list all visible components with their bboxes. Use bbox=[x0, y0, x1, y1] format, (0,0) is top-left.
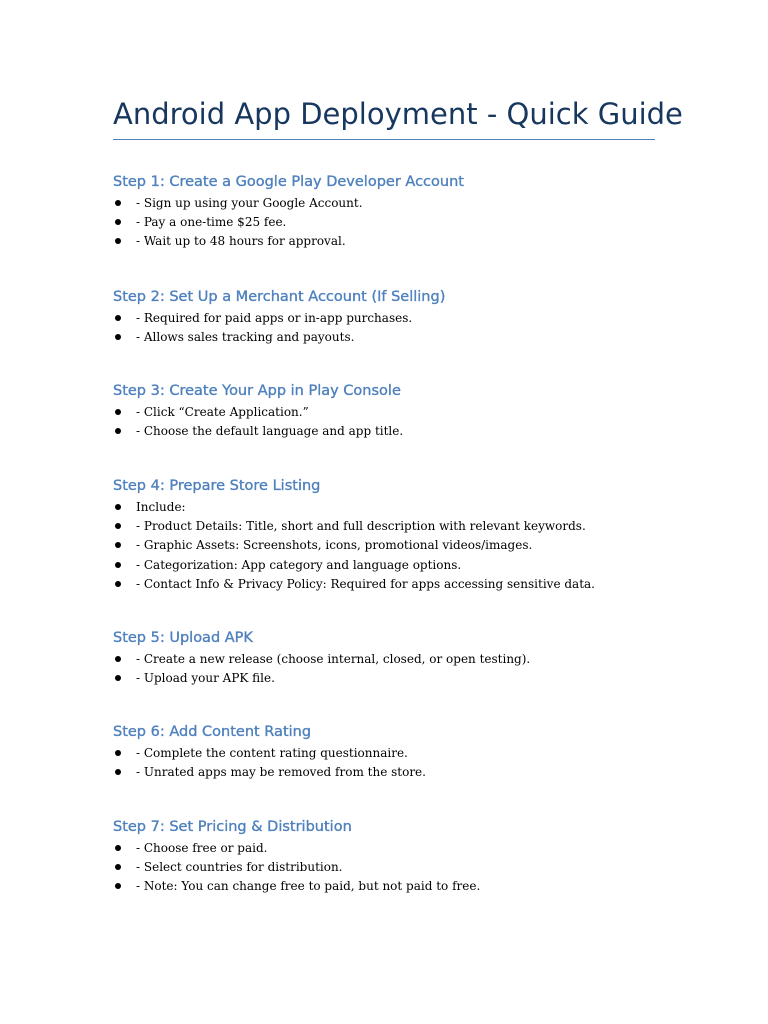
bullet-icon bbox=[115, 504, 121, 510]
list-item-text: - Required for paid apps or in-app purchases. bbox=[136, 311, 413, 325]
list-item bbox=[113, 403, 673, 422]
bullet-icon bbox=[115, 675, 121, 681]
section-step-3 bbox=[113, 381, 673, 441]
bullet-icon bbox=[115, 864, 121, 870]
list-item bbox=[113, 744, 673, 763]
bullet-icon bbox=[115, 219, 121, 225]
list-item bbox=[113, 517, 673, 536]
bullet-icon bbox=[115, 542, 121, 548]
bullet-list bbox=[113, 403, 673, 441]
section-heading: Step 1: Create a Google Play Developer Account bbox=[113, 174, 464, 190]
list-item bbox=[113, 536, 673, 555]
bullet-list bbox=[113, 650, 673, 688]
bullet-icon bbox=[115, 845, 121, 851]
section-step-2 bbox=[113, 287, 673, 347]
list-item-text: - Graphic Assets: Screenshots, icons, promotional videos/images. bbox=[136, 538, 533, 553]
bullet-list bbox=[113, 839, 673, 897]
list-item-text: - Product Details: Title, short and full description with relevant keywords. bbox=[136, 519, 586, 534]
bullet-icon bbox=[115, 409, 121, 415]
list-item-text: - Unrated apps may be removed from the store. bbox=[136, 765, 426, 780]
list-item-text: - Allows sales tracking and payouts. bbox=[136, 330, 355, 345]
bullet-list bbox=[113, 194, 673, 252]
section-step-4 bbox=[113, 476, 673, 594]
section-heading: Step 4: Prepare Store Listing bbox=[113, 478, 321, 494]
list-item bbox=[113, 839, 673, 858]
bullet-icon bbox=[115, 883, 121, 889]
bullet-icon bbox=[115, 769, 121, 775]
bullet-list bbox=[113, 309, 673, 347]
list-item bbox=[113, 422, 673, 441]
page-title: Android App Deployment - Quick Guide bbox=[113, 97, 683, 131]
list-item bbox=[113, 232, 673, 251]
bullet-icon bbox=[115, 238, 121, 244]
bullet-list bbox=[113, 498, 673, 594]
list-item bbox=[113, 575, 673, 594]
list-item bbox=[113, 877, 673, 896]
list-item bbox=[113, 556, 673, 575]
list-item bbox=[113, 309, 673, 328]
list-item-text: - Choose the default language and app title. bbox=[136, 424, 404, 439]
list-item bbox=[113, 328, 673, 347]
section-step-6 bbox=[113, 722, 673, 782]
list-item bbox=[113, 669, 673, 688]
bullet-icon bbox=[115, 523, 121, 529]
list-item-text: - Sign up using your Google Account. bbox=[136, 196, 363, 210]
list-item-text: - Upload your APK file. bbox=[136, 671, 275, 686]
list-item-text: - Pay a one-time $25 fee. bbox=[136, 215, 287, 230]
section-step-7 bbox=[113, 817, 673, 897]
bullet-icon bbox=[115, 656, 121, 662]
list-item bbox=[113, 858, 673, 877]
list-item bbox=[113, 763, 673, 782]
bullet-icon bbox=[115, 315, 121, 321]
list-item-text: - Wait up to 48 hours for approval. bbox=[136, 234, 346, 249]
list-item-text: - Note: You can change free to paid, but not paid to free. bbox=[136, 879, 481, 894]
list-item-text: - Click “Create Application.” bbox=[136, 405, 309, 419]
list-item bbox=[113, 650, 673, 669]
list-item-text: - Categorization: App category and language options. bbox=[136, 557, 462, 572]
section-heading: Step 2: Set Up a Merchant Account (If Selling) bbox=[113, 289, 446, 305]
bullet-icon bbox=[115, 200, 121, 206]
section-step-5 bbox=[113, 628, 673, 688]
list-item-text: - Create a new release (choose internal, closed, or open testing). bbox=[136, 652, 531, 666]
list-item-text: - Select countries for distribution. bbox=[136, 860, 343, 875]
list-item-text: - Complete the content rating questionnaire. bbox=[136, 746, 408, 760]
bullet-icon bbox=[115, 562, 121, 568]
bullet-list bbox=[113, 744, 673, 782]
section-heading: Step 5: Upload APK bbox=[113, 630, 253, 646]
section-heading: Step 7: Set Pricing & Distribution bbox=[113, 819, 352, 835]
list-item-text: Include: bbox=[136, 500, 186, 514]
bullet-icon bbox=[115, 334, 121, 340]
list-item bbox=[113, 498, 673, 517]
section-heading: Step 6: Add Content Rating bbox=[113, 724, 312, 740]
section-step-1 bbox=[113, 172, 673, 252]
bullet-icon bbox=[115, 428, 121, 434]
section-heading: Step 3: Create Your App in Play Console bbox=[113, 383, 401, 399]
list-item-text: - Contact Info & Privacy Policy: Required for apps accessing sensitive data. bbox=[136, 576, 595, 591]
list-item bbox=[113, 213, 673, 232]
bullet-icon bbox=[115, 750, 121, 756]
title-underline bbox=[113, 139, 655, 140]
list-item bbox=[113, 194, 673, 213]
list-item-text: - Choose free or paid. bbox=[136, 841, 268, 855]
bullet-icon bbox=[115, 581, 121, 587]
